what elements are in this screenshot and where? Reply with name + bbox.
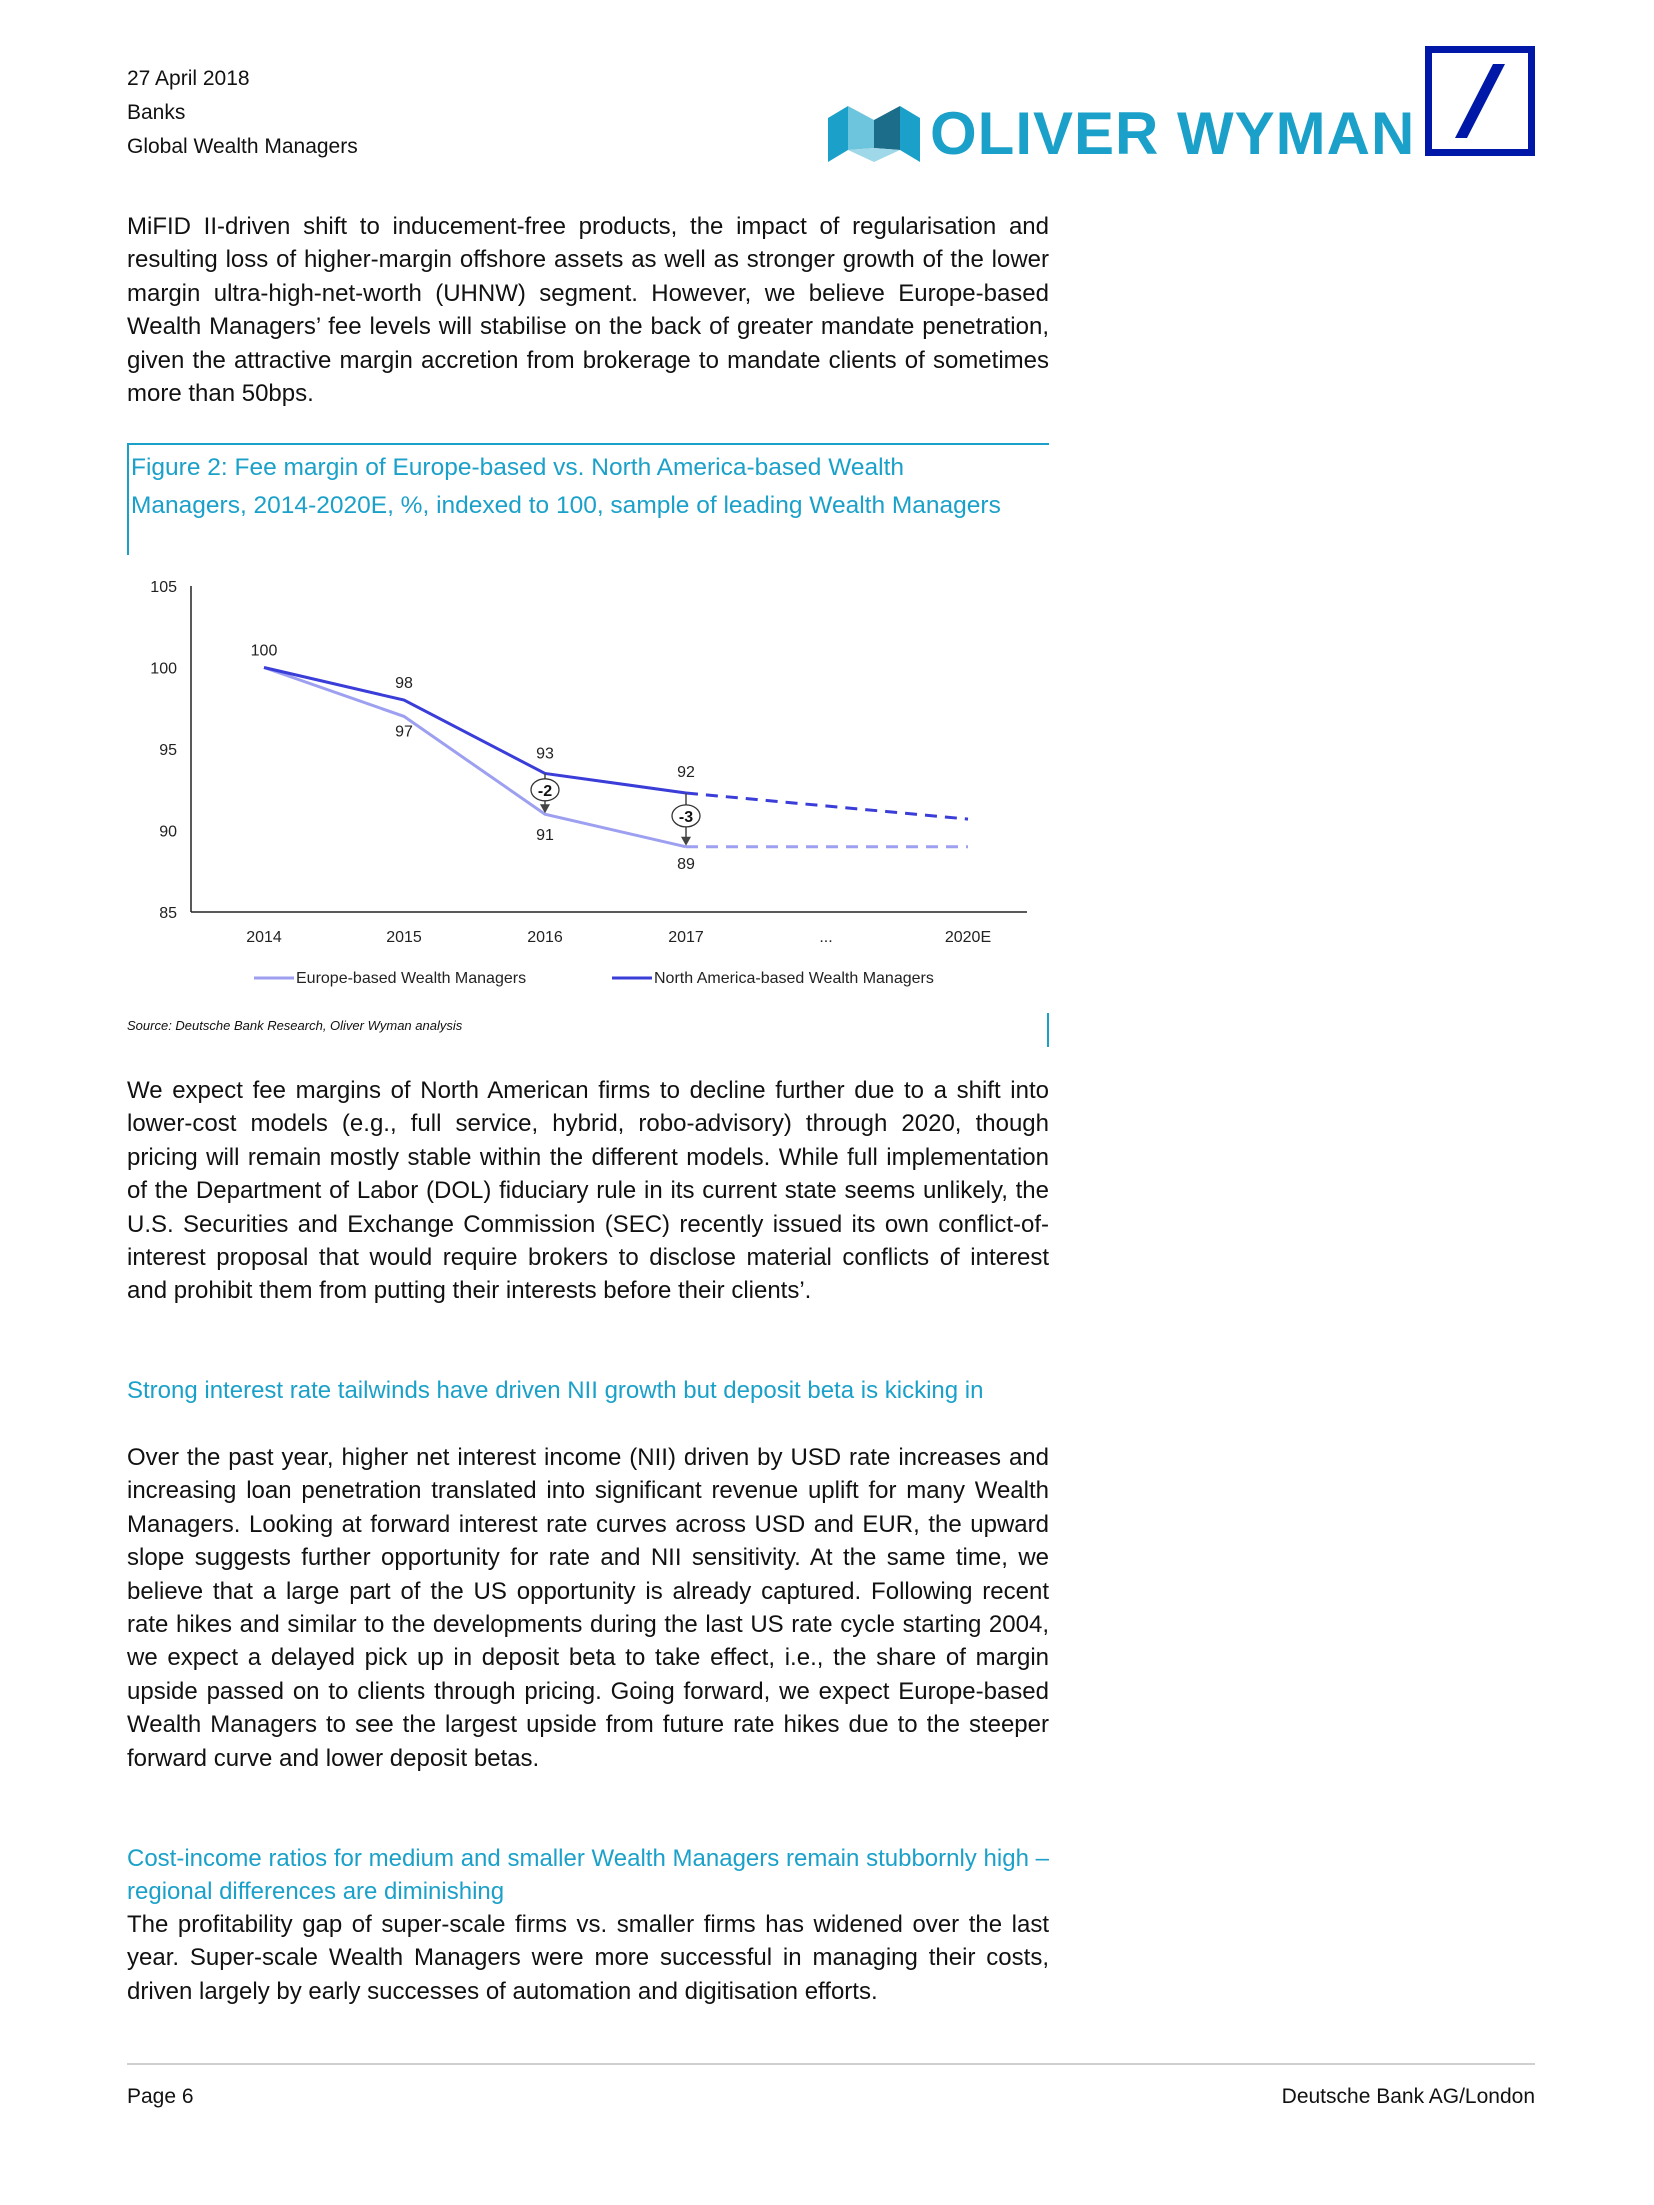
figure-source: Source: Deutsche Bank Research, Oliver Wyman analysis (127, 1018, 463, 1033)
x-tick-label: 2014 (246, 929, 282, 946)
oliver-wyman-mark-icon (826, 104, 922, 164)
oliver-wyman-logo (826, 100, 1416, 167)
x-tick-label: 2017 (668, 929, 704, 946)
report-title: Global Wealth Managers (127, 135, 358, 158)
data-label: 91 (536, 827, 554, 845)
report-date: 27 April 2018 (127, 67, 250, 90)
data-label: 93 (536, 745, 554, 763)
series-line-europe (264, 668, 686, 847)
data-label: 100 (250, 642, 278, 660)
y-tick-label: 105 (150, 579, 177, 596)
y-tick-label: 95 (159, 742, 177, 759)
legend-label-north-america: North America-based Wealth Managers (654, 970, 934, 987)
data-label: 97 (395, 723, 413, 741)
oliver-wyman-wordmark: OLIVER WYMAN (930, 100, 1416, 167)
figure-title: Figure 2: Fee margin of Europe-based vs. North America-based Wealth Managers, 2014-2020E, %, indexed to 100, sample of leading Wealth Managers (131, 454, 1001, 519)
report-header-meta (127, 62, 358, 164)
legend-label-europe: Europe-based Wealth Managers (296, 970, 527, 987)
difference-label: -2 (537, 782, 553, 800)
figure-right-rule (1047, 1013, 1049, 1047)
data-label: 89 (677, 855, 695, 873)
difference-label: -3 (678, 808, 694, 826)
data-label: 92 (677, 764, 695, 782)
report-sector: Banks (127, 101, 186, 124)
series-projection-north-america (686, 793, 968, 819)
intro-paragraph: MiFID II-driven shift to inducement-free products, the impact of regularisation and resulting loss of higher-margin offshore assets as well as stronger growth of the lower margin ultra-high-net-worth (UHNW) segment. However, we believe Europe-based Wealth Managers’ fee levels will stabilise on the back of greater mandate penetration, given the attractive margin accretion from brokerage to mandate clients of sometimes more than 50bps. (127, 213, 1049, 408)
fee-margin-chart (127, 576, 1049, 996)
x-tick-label: ... (819, 929, 833, 946)
y-tick-label: 100 (150, 660, 177, 678)
series-line-north-america (264, 668, 686, 794)
difference-arrow-head (681, 837, 691, 846)
deutsche-bank-logo-icon (1425, 46, 1535, 156)
subhead-nii: Strong interest rate tailwinds have driven NII growth but deposit beta is kicking in (127, 1377, 984, 1404)
footer-rule (127, 2063, 1535, 2065)
y-tick-label: 90 (159, 823, 177, 841)
data-label: 98 (395, 675, 413, 693)
north-america-paragraph: We expect fee margins of North American firms to decline further due to a shift into lower-cost models (e.g., full service, hybrid, robo-advisory) through 2020, though pricing will remain mostly stable within the different models. While full implementation of the Department of Labor (DOL) fiduciary rule in its current state seems unlikely, the U.S. Securities and Exchange Commission (SEC) recently issued its own conflict-of-interest proposal that would require brokers to disclose material conflicts of interest and prohibit them from putting their interests before their clients’. (127, 1077, 1049, 1305)
figure-left-rule (127, 443, 129, 555)
subhead-cost-income: Cost-income ratios for medium and smaller Wealth Managers remain stubbornly high – regional differences are diminishing (127, 1845, 1049, 1906)
y-tick-label: 85 (159, 905, 177, 922)
cost-income-paragraph: The profitability gap of super-scale firms vs. smaller firms has widened over the last year. Super-scale Wealth Managers were more successful in managing their costs, driven largely by early successes of automation and digitisation efforts. (127, 1911, 1049, 2005)
page-number: Page 6 (127, 2085, 194, 2108)
footer-publisher: Deutsche Bank AG/London (1281, 2085, 1535, 2108)
x-tick-label: 2020E (944, 929, 992, 946)
nii-paragraph: Over the past year, higher net interest income (NII) driven by USD rate increases and increasing loan penetration translated into significant revenue uplift for many Wealth Managers. Looking at forward interest rate curves across USD and EUR, the upward slope suggests further opportunity for rate and NII sensitivity. At the same time, we believe that a large part of the US opportunity is already captured. Following recent rate hikes and similar to the developments during the last US rate cycle starting 2004, we expect a delayed pick up in deposit beta to take effect, i.e., the share of margin upside passed on to clients through pricing. Going forward, we expect Europe-based Wealth Managers to see the largest upside from future rate hikes due to the steeper forward curve and lower deposit betas. (127, 1444, 1049, 1772)
figure-top-rule (127, 443, 1049, 445)
figure-2 (127, 443, 1049, 1046)
x-tick-label: 2016 (527, 929, 563, 946)
x-tick-label: 2015 (386, 929, 422, 946)
